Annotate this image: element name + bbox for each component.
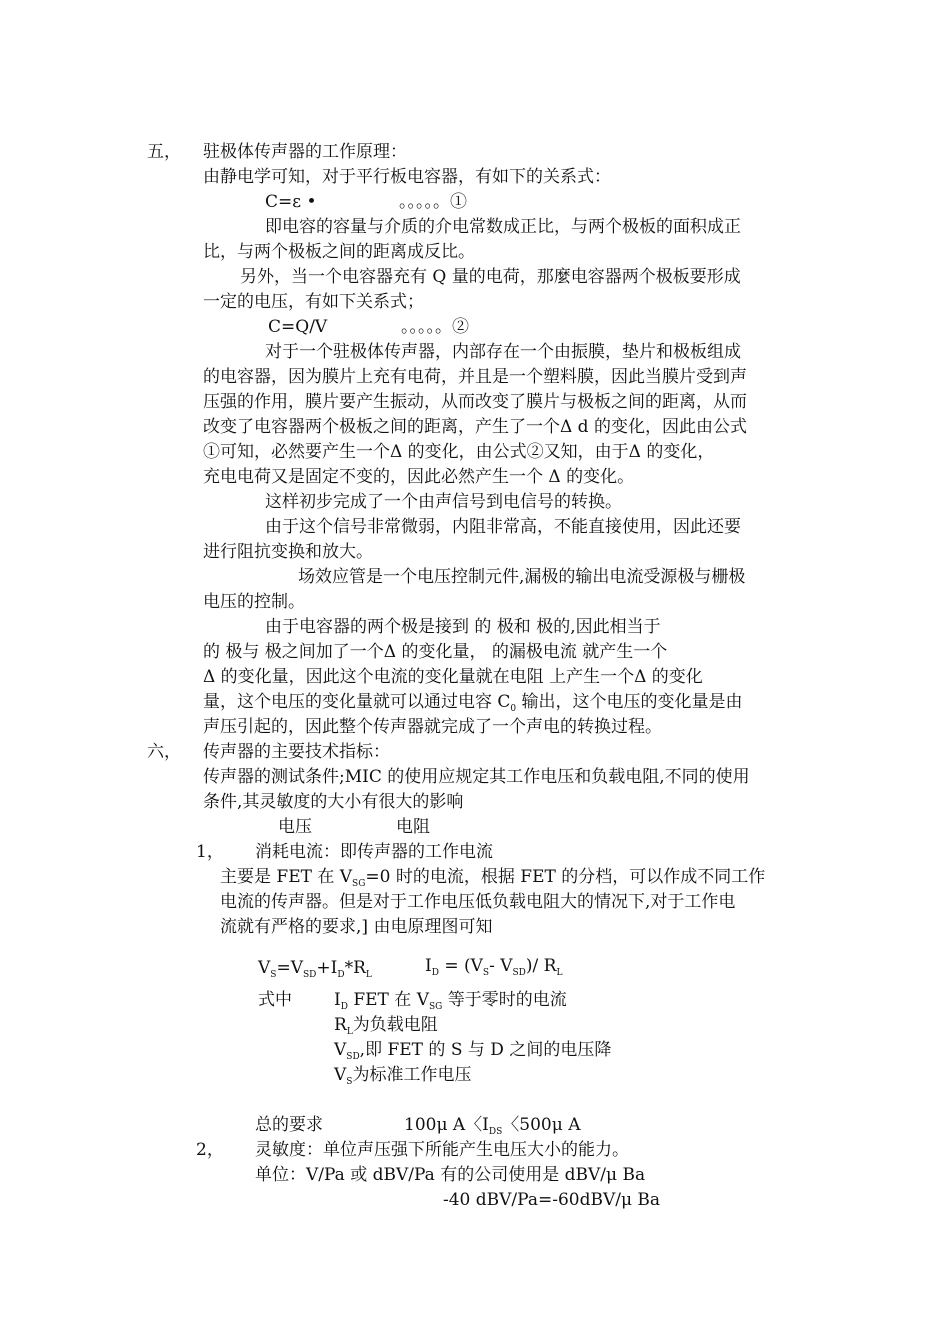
resistance-label: 电阻 — [396, 817, 430, 837]
paragraph-line: 压强的作用，膜片要产生振动，从而改变了膜片与极板之间的距离，从而 — [203, 392, 747, 412]
formula-1-marker: 。。。。。① — [399, 192, 467, 212]
paragraph-line: 电流的传声器。但是对于工作电压低负载电阻大的情况下,对于工作电 — [220, 892, 736, 912]
where-label: 式中 — [258, 990, 292, 1010]
paragraph-line: 电压的控制。 — [203, 592, 305, 612]
section-5-number: 五， — [147, 142, 181, 162]
definition-vs: $V_S$为标准工作电压 — [334, 1065, 472, 1087]
paragraph-line: 改变了电容器两个极板之间的距离，产生了一个Δ d 的变化，因此由公式 — [203, 417, 747, 437]
paragraph-line: 由于电容器的两个极是接到 的 极和 极的,因此相当于 — [265, 617, 661, 637]
requirement-range: 100μ A〈$I_{DS}$〈500μ A — [404, 1115, 581, 1137]
definition-id: $I_D$ FET 在 $V_{SG}$ 等于零时的电流 — [334, 990, 567, 1012]
item-2-number: 2， — [196, 1140, 224, 1160]
paragraph-line: 一定的电压，有如下关系式； — [203, 292, 424, 312]
paragraph-line: 即电容的容量与介质的介电常数成正比，与两个极板的面积成正 — [265, 217, 741, 237]
equation-vs: $V_S=V_{SD}+I_D*R_L$ — [258, 958, 372, 980]
equation-id: $I_D = (V_S-$ $V_{SD})/$ $R_L$ — [425, 956, 563, 978]
paragraph-line: ①可知，必然要产生一个Δ 的变化，由公式②又知，由于Δ 的变化， — [203, 442, 715, 462]
voltage-label: 电压 — [278, 817, 312, 837]
paragraph-line: 主要是 FET 在 $V_{SG}=0$ 时的电流，根据 FET 的分档，可以作成不同工作 — [220, 867, 766, 889]
paragraph-line: 流就有严格的要求,] 由电原理图可知 — [220, 917, 493, 937]
definition-rl: $R_L$为负载电阻 — [334, 1015, 438, 1037]
paragraph-line: 传声器的测试条件;MIC 的使用应规定其工作电压和负载电阻,不同的使用 — [203, 767, 750, 787]
paragraph-line: 比，与两个极板之间的距离成反比。 — [203, 242, 475, 262]
paragraph-line: Δ 的变化量，因此这个电流的变化量就在电阻 上产生一个Δ 的变化 — [203, 667, 703, 687]
paragraph-line: 条件,其灵敏度的大小有很大的影响 — [203, 792, 464, 812]
item-1-number: 1， — [196, 842, 224, 862]
paragraph-line: 的电容器，因为膜片上充有电荷，并且是一个塑料膜，因此当膜片受到声 — [203, 367, 747, 387]
section-6-title: 传声器的主要技术指标： — [203, 742, 390, 762]
section-6-number: 六， — [147, 742, 181, 762]
formula-1: C=ε • — [265, 192, 317, 212]
item-1-title: 消耗电流：即传声器的工作电流 — [255, 842, 493, 862]
unit-line: 单位：V/Pa 或 dBV/Pa 有的公司使用是 dBV/μ Ba — [255, 1165, 646, 1185]
paragraph-line: 这样初步完成了一个由声信号到电信号的转换。 — [265, 492, 622, 512]
paragraph-line: 由于这个信号非常微弱，内阻非常高，不能直接使用，因此还要 — [265, 517, 741, 537]
formula-2: C=Q/V — [268, 317, 328, 337]
paragraph-line: 充电电荷又是固定不变的，因此必然产生一个 Δ 的变化。 — [203, 467, 635, 487]
paragraph-line: 声压引起的，因此整个传声器就完成了一个声电的转换过程。 — [203, 717, 662, 737]
definition-vsd: $V_{SD}$,即 FET 的 S 与 D 之间的电压降 — [334, 1040, 612, 1062]
paragraph-line: 对于一个驻极体传声器，内部存在一个由振膜，垫片和极板组成 — [265, 342, 741, 362]
formula-2-marker: 。。。。。② — [401, 317, 469, 337]
conversion-line: -40 dBV/Pa=-60dBV/μ Ba — [443, 1190, 661, 1210]
paragraph-line: 的 极与 极之间加了一个Δ 的变化量， 的漏极电流 就产生一个 — [203, 642, 668, 662]
paragraph-line: 另外，当一个电容器充有 Q 量的电荷，那麼电容器两个极板要形成 — [240, 267, 741, 287]
paragraph-line: 场效应管是一个电压控制元件,漏极的输出电流受源极与栅极 — [298, 567, 746, 587]
item-2-title: 灵敏度：单位声压强下所能产生电压大小的能力。 — [255, 1140, 629, 1160]
paragraph-line: 量，这个电压的变化量就可以通过电容 $C_0$ 输出，这个电压的变化量是由 — [203, 692, 743, 714]
paragraph-line: 由静电学可知，对于平行板电容器，有如下的关系式： — [203, 167, 611, 187]
paragraph-line: 进行阻抗变换和放大。 — [203, 542, 373, 562]
section-5-title: 驻极体传声器的工作原理： — [203, 142, 407, 162]
requirement-label: 总的要求 — [255, 1115, 323, 1135]
